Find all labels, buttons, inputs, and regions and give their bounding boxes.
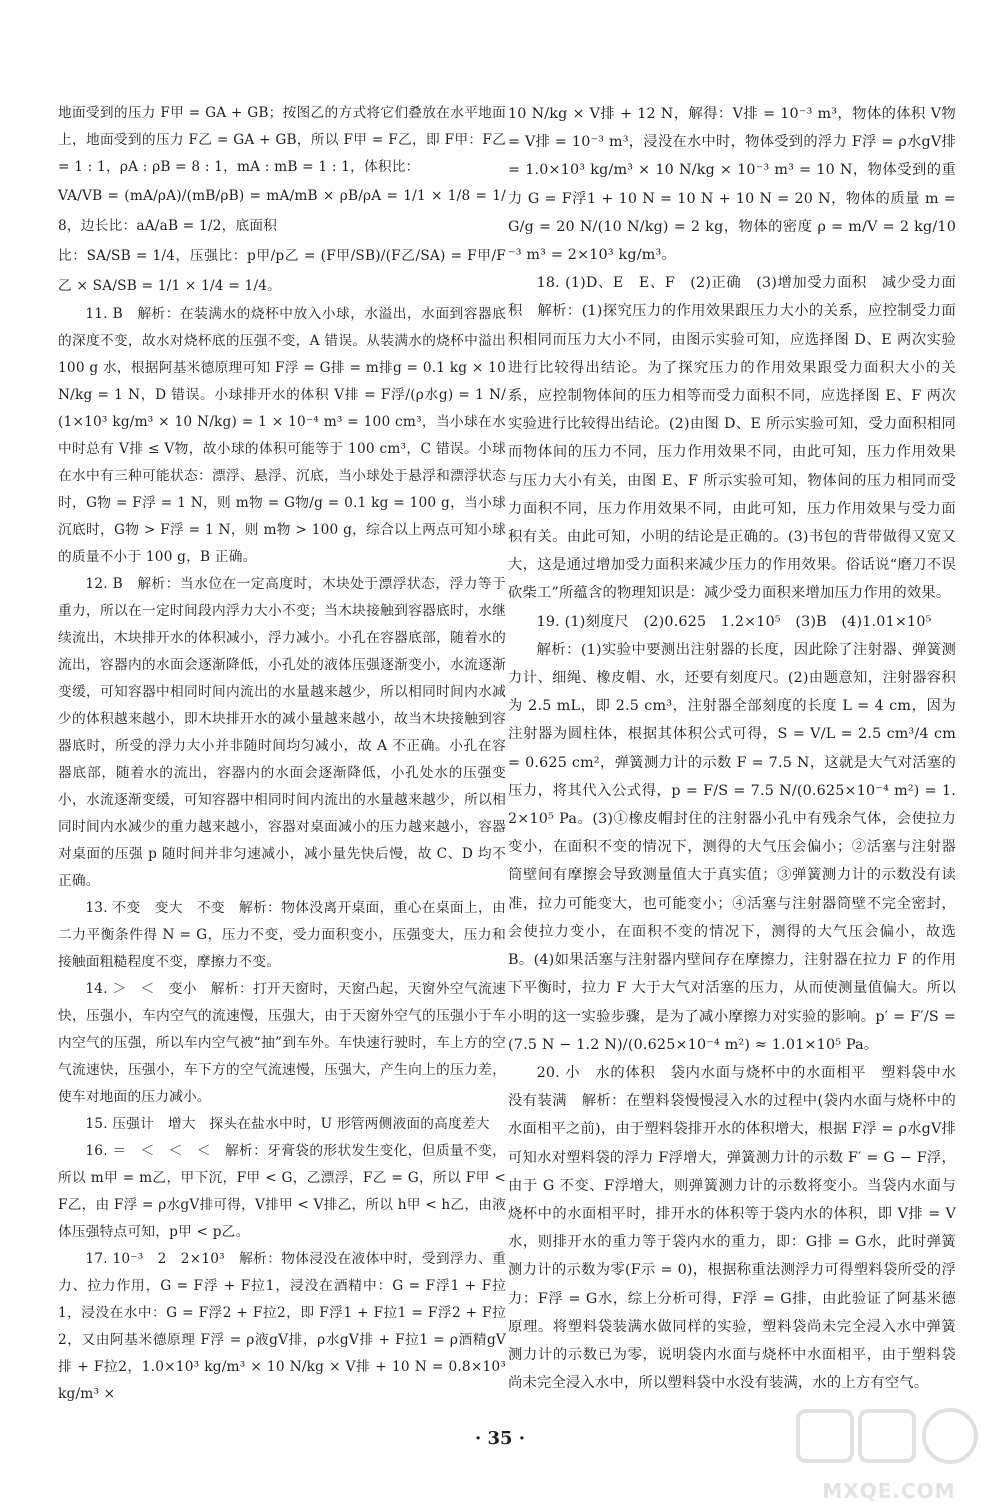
watermark-logo xyxy=(794,1405,984,1489)
paragraph: 16. ＝ ＜ ＜ ＜ 解析：牙膏袋的形状发生变化，但质量不变，所以 m甲 = m乙，甲下沉，F甲 < G，乙漂浮，F乙 = G，所以 F甲 < F乙，由 F浮 = ρ水gV排可得，V排甲 < V排乙，所以 h甲 < h乙，由液体压强特点可知，p甲 < p乙。 xyxy=(58,1143,506,1240)
paragraph: 地面受到的压力 F甲 = GA + GB；按图乙的方式将它们叠放在水平地面上，地面受到的压力 F乙 = GA + GB，所以 F甲 = F乙，即 F甲：F乙 = 1 : 1，ρA : ρB = 8 : 1，mA : mB = 1 : 1，体积比： xyxy=(58,105,506,175)
paragraph: 20. 小 水的体积 袋内水面与烧杯中的水面相平 塑料袋中水没有装满 解析：在塑料袋慢慢浸入水的过程中(袋内水面与烧杯中的水面相平之前)，由于塑料袋排开水的体积增大，根据 F浮 = ρ水gV排可知水对塑料袋的浮力 F浮增大，弹簧测力计的示数 F′ = G − F浮，由于 G 不变、F浮增大，则弹簧测力计的示数将变小。当袋内水面与烧杯中的水面相平时，排开水的体积等于袋内水的体积，即 V排 = V水，则排开水的重力等于袋内水的重力，即：G排 = G水，此时弹簧测力计的示数为零(F示 = 0)，根据称重法测浮力可得塑料袋所受的浮力：F浮 = G水，综上分析可得，F浮 = G排，由此验证了阿基米德原理。将塑料袋装满水做同样的实验，塑料袋尚未完全浸入水中弹簧测力计的示数已为零，说明袋内水面与烧杯中水面相平，由于塑料袋尚未完全浸入水中，所以塑料袋中水没有装满，水的上方有空气。 xyxy=(508,1064,956,1392)
watermark-shape-2 xyxy=(860,1411,914,1461)
paragraph: 19. (1)刻度尺 (2)0.625 1.2×10⁵ (3)B (4)1.01×10⁵ xyxy=(536,613,932,630)
watermark-text: MXQE.COM xyxy=(822,1479,956,1503)
paragraph: 15. 压强计 增大 探头在盐水中时，U 形管两侧液面的高度差大 xyxy=(85,1116,490,1132)
watermark-shape-1 xyxy=(798,1411,852,1461)
paragraph: 11. B 解析：在装满水的烧杯中放入小球，水溢出，水面到容器底的深度不变，故水对烧杯底的压强不变，A 错误。从装满水的烧杯中溢出100 g 水，根据阿基米德原理可知 F浮 = G排 = m排g = 0.1 kg × 10 N/kg = 1 N，D 错误。小球排开水的体积 V排 = F浮/(ρ水g) = 1 N/(1×10³ kg/m³ × 10 N/kg) = 1 × 10⁻⁴ m³ = 100 cm³，当小球在水中时总有 V排 ≤ V物，故小球的体积可能等于 100 cm³，C 错误。小球在水中有三种可能状态：漂浮、悬浮、沉底，当小球处于悬浮和漂浮状态时，G物 = F浮 = 1 N，则 m物 = G物/g = 0.1 kg = 100 g，当小球沉底时，G物 > F浮 = 1 N，则 m物 > 100 g，综合以上两点可知小球的质量不小于 100 g，B 正确。 xyxy=(58,306,506,565)
paragraph: VA/VB = (mA/ρA)/(mB/ρB) = mA/mB × ρB/ρA = 1/1 × 1/8 = 1/8，边长比：aA/aB = 1/2，底面积 xyxy=(58,188,506,234)
right-column xyxy=(508,100,956,1397)
watermark-shape-3 xyxy=(924,1410,976,1462)
paragraph: 18. (1)D、E E、F (2)正确 (3)增加受力面积 减少受力面积 解析：(1)探究压力的作用效果跟压力大小的关系，应控制受力面积相同而压力大小不同，由图示实验可知，应选择图 D、E 两次实验进行比较得出结论。为了探究压力的作用效果跟受力面积大小的关系，应控制物体间的压力相等而受力面积不同，应选择图 E、F 两次实验进行比较得出结论。(2)由图 D、E 所示实验可知，受力面积相同而物体间的压力不同，压力作用效果不同，由此可知，压力作用效果与压力大小有关，由图 E、F 所示实验可知，物体间的压力相同而受力面积不同，压力作用效果不同，由此可知，压力作用效果与受力面积有关。由此可知，小明的结论是正确的。(3)书包的背带做得又宽又大，这是通过增加受力面积来减少压力的作用效果。俗话说“磨刀不误砍柴工”所蕴含的物理知识是：减少受力面积来增加压力作用的效果。 xyxy=(508,275,956,602)
page-number: · 35 · xyxy=(474,1428,526,1449)
paragraph: 13. 不变 变大 不变 解析：物体没离开桌面，重心在桌面上，由二力平衡条件得 N = G，压力不变，受力面积变小，压强变大，压力和接触面粗糙程度不变，摩擦力不变。 xyxy=(58,900,506,970)
paragraph: 12. B 解析：当水位在一定高度时，木块处于漂浮状态，浮力等于重力，所以在一定时间段内浮力大小不变；当木块接触到容器底时，水继续流出，木块排开水的体积减小，浮力减小。小孔在容器底部，随着水的流出，容器内的水面会逐渐降低，小孔处的液体压强逐渐变小，水流逐渐变缓，可知容器中相同时间内流出的水量越来越少，所以相同时间内水减少的体积越来越小，即木块排开水的减小量越来越小，故当木块接触到容器底时，所受的浮力大小并非随时间均匀减小，故 A 不正确。小孔在容器底部，随着水的流出，容器内的水面会逐渐降低，小孔处水的压强变小，水流逐渐变缓，可知容器中相同时间内流出的水量越来越少，所以相同时间内水减少的重力越来越小，容器对桌面减小的压力越来越小，容器对桌面的压强 p 随时间并非匀速减小，减小量先快后慢，故 C、D 均不正确。 xyxy=(58,576,506,889)
paragraph: 14. ＞ ＜ 变小 解析：打开天窗时，天窗凸起，天窗外空气流速快，压强小，车内空气的流速慢，压强大，由于天窗外空气的压强小于车内空气的压强，所以车内空气被“抽”到车外。车快速行驶时，车上方的空气流速快，压强小，车下方的空气流速慢，压强大，产生向上的压力差，使车对地面的压力减小。 xyxy=(58,981,506,1105)
paragraph: 解析：(1)实验中要测出注射器的长度，因此除了注射器、弹簧测力计、细绳、橡皮帽、水，还要有刻度尺。(2)由题意知，注射器容积为 2.5 mL，即 2.5 cm³，注射器全部刻度的长度 L = 4 cm，因为注射器为圆柱体，根据其体积公式可得，S = V/L = 2.5 cm³/4 cm = 0.625 cm²，弹簧测力计的示数 F = 7.5 N，这就是大气对活塞的压力，将其代入公式得，p = F/S = 7.5 N/(0.625×10⁻⁴ m²) = 1.2×10⁵ Pa。(3)①橡皮帽封住的注射器小孔中有残余气体，会使拉力变小，在面积不变的情况下，测得的大气压会偏小；②活塞与注射器筒壁间有摩擦会导致测量值大于真实值；③弹簧测力计的示数没有读准，拉力可能变大，也可能变小；④活塞与注射器筒壁不完全密封，会使拉力变小，在面积不变的情况下，测得的大气压会偏小，故选 B。(4)如果活塞与注射器内壁间存在摩擦力，注射器在拉力 F 的作用下平衡时，拉力 F 大于大气对活塞的压力，从而使测量值偏大。所以小明的这一实验步骤，是为了减小摩擦力对实验的影响。p′ = F′/S = (7.5 N − 1.2 N)/(0.625×10⁻⁴ m²) ≈ 1.01×10⁵ Pa。 xyxy=(508,641,956,1053)
paragraph: 10 N/kg × V排 + 12 N，解得：V排 = 10⁻³ m³，物体的体积 V物 = V排 = 10⁻³ m³，浸没在水中时，物体受到的浮力 F浮 = ρ水gV排 = 1.0×10³ kg/m³ × 10 N/kg × 10⁻³ m³ = 10 N，物体受到的重力 G = F浮1 + 10 N = 10 N + 10 N = 20 N，物体的质量 m = G/g = 20 N/(10 N/kg) = 2 kg，物体的密度 ρ = m/V = 2 kg/10⁻³ m³ = 2×10³ kg/m³。 xyxy=(508,106,956,264)
paragraph: 17. 10⁻³ 2 2×10³ 解析：物体浸没在液体中时，受到浮力、重力、拉力作用，G = F浮 + F拉1，浸没在酒精中：G = F浮1 + F拉1，浸没在水中：G = F浮2 + F拉2，即 F浮1 + F拉1 = F浮2 + F拉2，又由阿基米德原理 F浮 = ρ液gV排，ρ水gV排 + F拉1 = ρ酒精gV排 + F拉2，1.0×10³ kg/m³ × 10 N/kg × V排 + 10 N = 0.8×10³ kg/m³ × xyxy=(58,1251,506,1402)
left-column xyxy=(58,100,506,1408)
paragraph: 比：SA/SB = 1/4，压强比：p甲/p乙 = (F甲/SB)/(F乙/SA) = F甲/F乙 × SA/SB = 1/1 × 1/4 = 1/4。 xyxy=(58,248,506,294)
